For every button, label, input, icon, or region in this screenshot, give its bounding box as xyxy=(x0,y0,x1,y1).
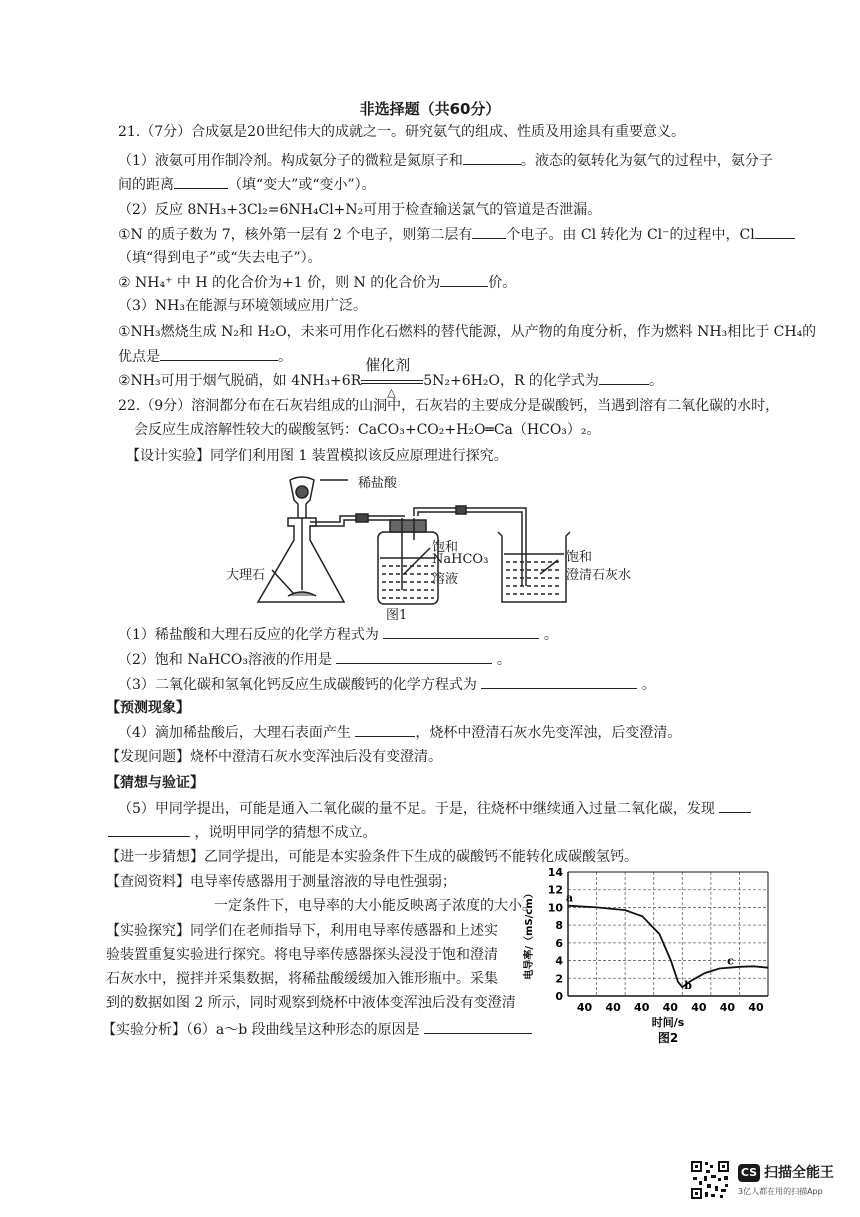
q22-s5b: ，说明甲同学的猜想不成立。 xyxy=(194,825,377,841)
y-tick-label: 2 xyxy=(555,972,563,986)
qr-code-icon xyxy=(690,1160,730,1200)
period: 。 xyxy=(496,652,511,668)
q22-exp1: 【实验探究】同学们在老师指导下，利用电导率传感器和上述实 xyxy=(106,923,498,939)
catalyst-label: 催化剂 xyxy=(365,356,411,374)
answer-blank[interactable] xyxy=(599,370,649,385)
q22-analysis-line xyxy=(102,1019,532,1040)
q21-p2-2a: ② NH₄⁺ 中 H 的化合价为+1 价，则 N 的化合价为 xyxy=(118,275,441,291)
q22-s3-line xyxy=(118,674,656,695)
q21-p2-1b: 个电子。由 Cl 转化为 Cl⁻的过程中，Cl xyxy=(506,227,755,243)
q22-s4-line xyxy=(118,722,681,743)
q22-s4b: ，烧杯中澄清石灰水先变浑浊，后变澄清。 xyxy=(415,725,682,741)
answer-blank[interactable] xyxy=(440,272,488,287)
q21-p2: （2）反应 8NH₃+3Cl₂=6NH₄Cl+N₂可用于检查输送氯气的管道是否泄漏。 xyxy=(118,202,602,218)
data-point xyxy=(767,967,768,968)
y-tick-label: 6 xyxy=(555,936,563,950)
q22-s5a: （5）甲同学提出，可能是通入二氧化碳的量不足。于是，往烧杯中继续通入过量二氧化碳，发现 xyxy=(118,801,715,817)
answer-blank[interactable] xyxy=(336,649,492,664)
answer-blank[interactable] xyxy=(481,674,637,689)
q21-p3: （3）NH₃在能源与环境领域应用广泛。 xyxy=(118,298,367,314)
q21-p1b: 。液态的氨转化为氨气的过程中，氨分子 xyxy=(520,153,773,169)
scanner-watermark xyxy=(690,1160,840,1205)
period: 。 xyxy=(641,677,656,693)
q22-s2-line xyxy=(118,649,511,670)
q22-s1-line xyxy=(118,624,558,645)
conductivity-curve xyxy=(568,906,768,987)
q21-p2-2-line xyxy=(118,272,516,293)
answer-blank[interactable] xyxy=(108,822,190,837)
answer-blank[interactable] xyxy=(160,346,278,361)
period: 。 xyxy=(543,627,558,643)
answer-blank[interactable] xyxy=(463,150,521,165)
q22-s1: （1）稀盐酸和大理石反应的化学方程式为 xyxy=(118,627,379,643)
label-nahco3-2: NaHCO₃ xyxy=(432,552,489,567)
cs-logo: CS xyxy=(738,1164,760,1182)
q22-stem2: 会反应生成溶解性较大的碳酸氢钙：CaCO₃+CO₂+H₂O═Ca（HCO₃）₂。 xyxy=(134,422,601,438)
answer-blank[interactable] xyxy=(424,1019,532,1034)
q21-p3-2a: ②NH₃可用于烟气脱硝，如 4NH₃+6R xyxy=(118,373,362,389)
answer-blank[interactable] xyxy=(355,722,415,737)
answer-blank[interactable] xyxy=(472,224,506,239)
q21-p3-1b: 优点是 xyxy=(118,349,160,365)
x-axis-label: 时间/s xyxy=(651,1016,685,1029)
data-point xyxy=(677,981,678,982)
q21-p3-1-line2 xyxy=(118,346,292,367)
q21-p2-1c: （填“得到电子”或“失去电子”）。 xyxy=(118,250,322,266)
y-axis-label: 电导率/（mS/cm） xyxy=(524,888,535,980)
data-point xyxy=(659,933,660,934)
x-tick-label: 40 xyxy=(605,1001,621,1014)
answer-blank[interactable] xyxy=(755,224,795,239)
point-label-c: c xyxy=(727,954,734,968)
q21-p3-1c: 。 xyxy=(278,349,292,365)
brand-name: 扫描全能王 xyxy=(764,1165,834,1181)
q22-ref2: 一定条件下，电导率的大小能反映离子浓度的大小。 xyxy=(214,898,536,914)
figure1-apparatus xyxy=(220,470,660,623)
x-tick-label: 40 xyxy=(748,1001,764,1014)
data-point xyxy=(739,966,740,967)
q22-s5-line1 xyxy=(118,798,751,819)
data-point xyxy=(719,968,720,969)
q21-stem: 21.（7分）合成氨是20世纪伟大的成就之一。研究氨气的组成、性质及用途具有重要意义。 xyxy=(118,124,685,140)
q22-analysis: 【实验分析】（6）a～b 段曲线呈这种形态的原因是 xyxy=(102,1022,420,1038)
point-label-b: b xyxy=(684,979,692,993)
data-point xyxy=(642,916,643,917)
catalyst-arrow xyxy=(361,356,423,399)
q22-exp4: 到的数据如图 2 所示，同时观察到烧杯中液体变浑浊后没有变澄清 xyxy=(106,995,516,1011)
q22-s2: （2）饱和 NaHCO₃溶液的作用是 xyxy=(118,652,332,668)
q22-exp2: 验装置重复实验进行探究。将电导率传感器探头浸没于饱和澄清 xyxy=(106,947,498,963)
label-nahco3-1: 饱和 xyxy=(432,540,459,555)
q21-p3-2c: 。 xyxy=(648,373,663,389)
q22-further: 【进一步猜想】乙同学提出，可能是本实验条件下生成的碳酸钙不能转化成碳酸氢钙。 xyxy=(106,849,638,865)
q21-p1d: （填“变大”或“变小”）。 xyxy=(228,177,376,193)
y-tick-label: 14 xyxy=(547,866,563,879)
answer-blank[interactable] xyxy=(174,174,228,189)
y-tick-label: 4 xyxy=(555,954,563,968)
figure1-caption: 图1 xyxy=(386,608,408,623)
conductivity-chart xyxy=(520,858,780,1048)
q21-p2-1a: ①N 的质子数为 7，核外第一层有 2 个电子，则第二层有 xyxy=(118,227,473,243)
data-point xyxy=(753,966,754,967)
data-point xyxy=(625,909,626,910)
x-tick-label: 40 xyxy=(662,1001,678,1014)
q21-p1a: （1）液氨可用作制冷剂。构成氨分子的微粒是氮原子和 xyxy=(118,153,463,169)
label-nahco3-3: 溶液 xyxy=(432,572,459,587)
q22-guess: 【猜想与验证】 xyxy=(106,775,204,791)
label-lime-2: 澄清石灰水 xyxy=(566,568,632,583)
y-tick-label: 0 xyxy=(555,990,563,1003)
label-acid: 稀盐酸 xyxy=(358,476,398,491)
q22-s3: （3）二氧化碳和氢氧化钙反应生成碳酸钙的化学方程式为 xyxy=(118,677,477,693)
x-tick-label: 40 xyxy=(576,1001,593,1014)
q21-p1-line2 xyxy=(118,174,376,195)
q22-design: 【设计实验】同学们利用图 1 装置模拟该反应原理进行探究。 xyxy=(126,448,508,464)
q21-p2-2b: 价。 xyxy=(488,275,517,291)
x-tick-label: 40 xyxy=(719,1001,736,1014)
answer-blank[interactable] xyxy=(719,798,751,813)
data-point xyxy=(670,960,671,961)
y-tick-label: 12 xyxy=(547,883,563,897)
q21-p1-line1 xyxy=(118,150,773,171)
point-label-a: a xyxy=(566,891,574,905)
answer-blank[interactable] xyxy=(383,624,539,639)
data-point xyxy=(682,987,683,988)
x-tick-label: 40 xyxy=(634,1001,650,1014)
data-point xyxy=(567,905,568,906)
y-tick-label: 10 xyxy=(547,901,563,915)
data-point xyxy=(705,972,706,973)
x-tick-label: 40 xyxy=(691,1001,707,1014)
q22-stem1: 22.（9分）溶洞都分布在石灰岩组成的山洞中，石灰岩的主要成分是碳酸钙，当遇到溶有二氧化碳的水时， xyxy=(118,398,780,414)
label-lime-1: 饱和 xyxy=(566,550,593,565)
q21-p3-1a: ①NH₃燃烧生成 N₂和 H₂O，未来可用作化石燃料的替代能源，从产物的角度分析，作为燃料 NH₃相比于 CH₄的 xyxy=(118,324,817,340)
figure2-chart xyxy=(520,858,780,1048)
q21-p1c: 间的距离 xyxy=(118,177,174,193)
y-tick-label: 8 xyxy=(555,919,563,933)
label-marble: 大理石 xyxy=(226,568,266,583)
brand-tagline: 3亿人都在用的扫描App xyxy=(738,1187,823,1196)
data-point xyxy=(596,907,597,908)
heat-symbol: △ xyxy=(387,386,396,399)
q21-p3-2b: 5N₂+6H₂O，R 的化学式为 xyxy=(423,373,599,389)
q22-s4a: （4）滴加稀盐酸后，大理石表面产生 xyxy=(118,725,351,741)
q21-p2-1-line1 xyxy=(118,224,795,245)
section-title: 非选择题（共60分） xyxy=(359,100,501,118)
equals-line xyxy=(361,380,423,381)
q22-predict: 【预测现象】 xyxy=(106,700,190,716)
figure2-caption: 图2 xyxy=(657,1031,679,1045)
q22-ref1: 【查阅资料】电导率传感器用于测量溶液的导电性强弱； xyxy=(106,874,456,890)
q22-exp3: 石灰水中，搅拌并采集数据，将稀盐酸缓缓加入锥形瓶中。采集 xyxy=(106,971,498,987)
q22-found: 【发现问题】烧杯中澄清石灰水变浑浊后没有变澄清。 xyxy=(106,749,442,765)
q22-s5-line2 xyxy=(108,822,376,843)
